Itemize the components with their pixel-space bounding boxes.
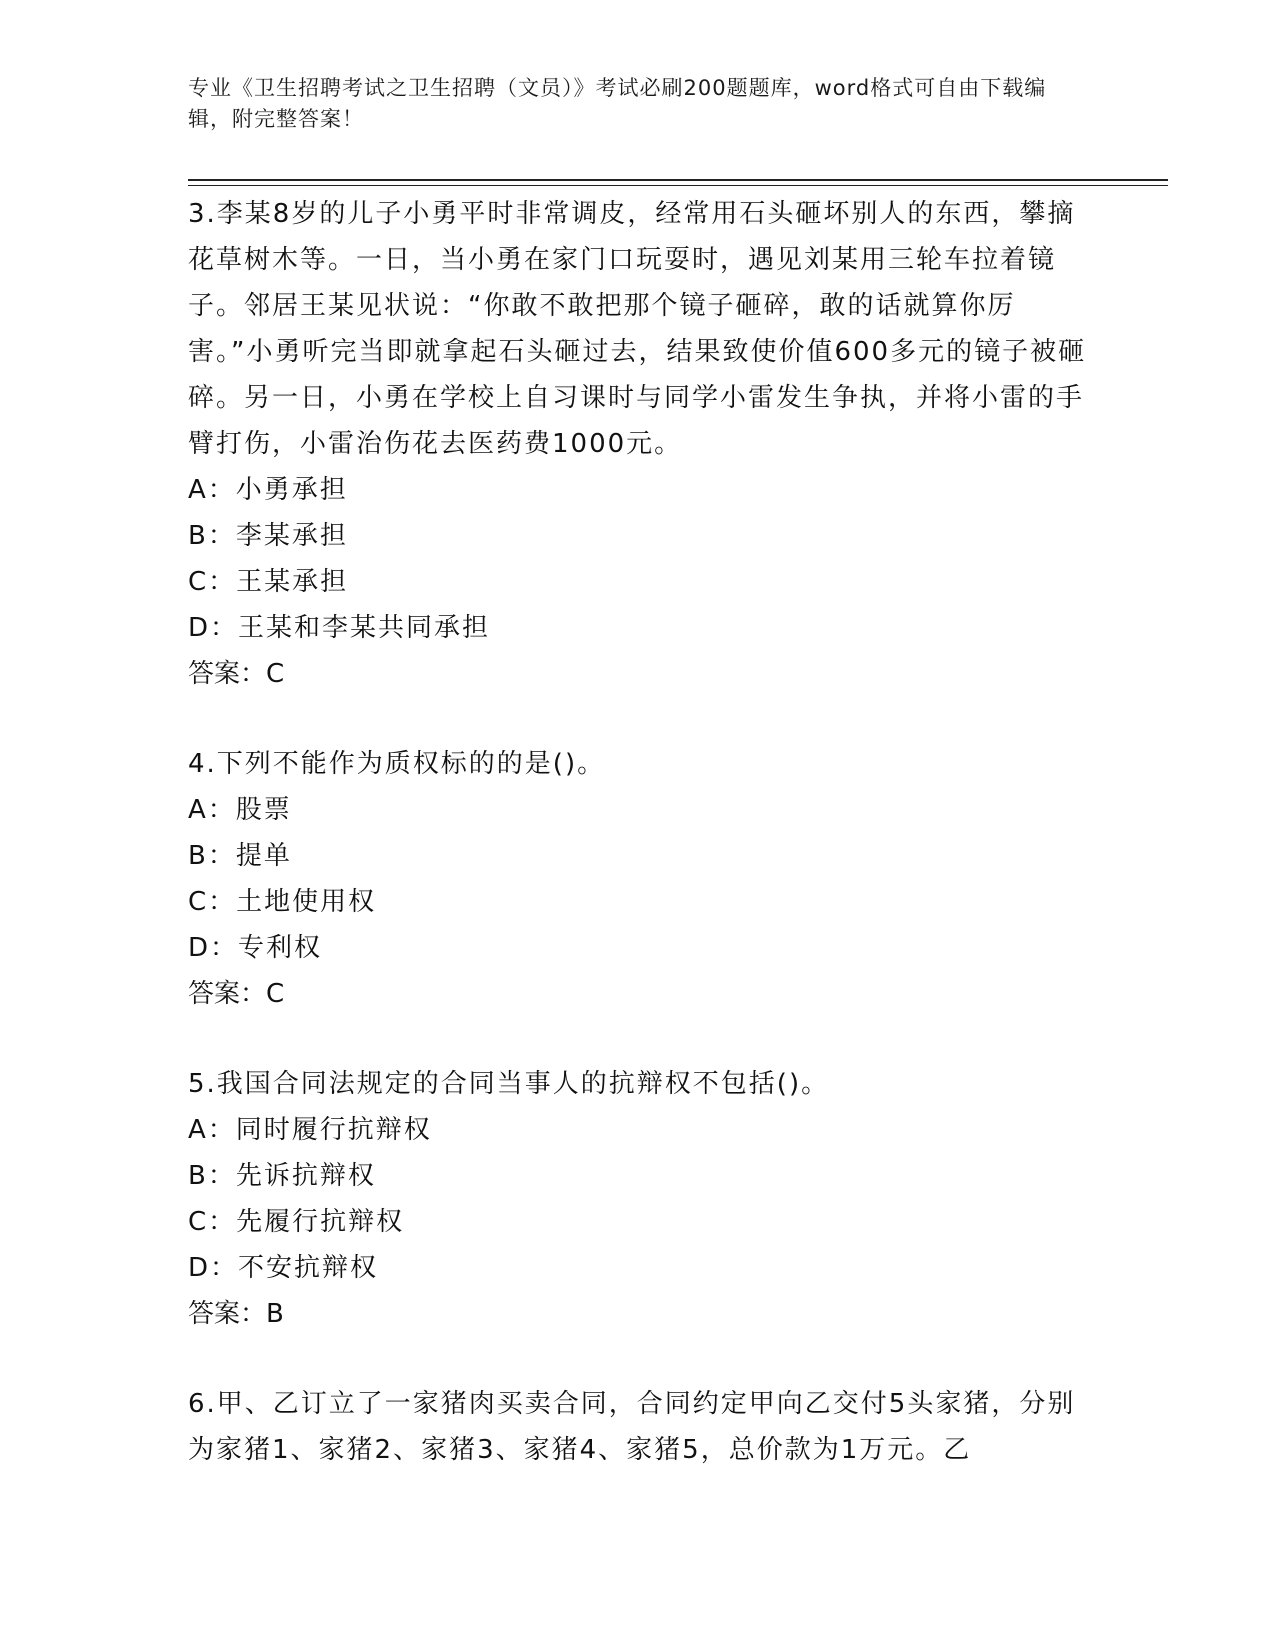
question-6 — [188, 1381, 1088, 1473]
question-stem: 4.下列不能作为质权标的的是()。 — [188, 749, 606, 779]
option-b: B：先诉抗辩权 — [188, 1161, 376, 1191]
answer-value: B — [266, 1299, 284, 1329]
option-b: B：李某承担 — [188, 521, 348, 551]
option-d: D：王某和李某共同承担 — [188, 613, 491, 643]
option-a: A：小勇承担 — [188, 475, 348, 505]
option-c: C：王某承担 — [188, 567, 349, 597]
option-c: C：先履行抗辩权 — [188, 1207, 405, 1237]
question-5 — [188, 1061, 1088, 1337]
option-d: D：专利权 — [188, 933, 323, 963]
option-a: A：股票 — [188, 795, 292, 825]
header-divider — [188, 179, 1168, 186]
question-stem: 3.李某8岁的儿子小勇平时非常调皮，经常用石头砸坏别人的东西，攀摘花草树木等。一日，当小勇在家门口玩耍时，遇见刘某用三轮车拉着镜子。邻居王某见状说：“你敢不敢把那个镜子砸碎，敢的话就算你厉害。”小勇听完当即就拿起石头砸过去，结果致使价值600多元的镜子被砸碎。另一日，小勇在学校上自习课时与同学小雷发生争执，并将小雷的手臂打伤，小雷治伤花去医药费1000元。 — [188, 199, 1087, 459]
answer-line — [188, 651, 1088, 697]
question-stem: 5.我国合同法规定的合同当事人的抗辩权不包括()。 — [188, 1069, 830, 1099]
answer-line — [188, 971, 1088, 1017]
question-4 — [188, 741, 1088, 1017]
question-stem: 6.甲、乙订立了一家猪肉买卖合同，合同约定甲向乙交付5头家猪，分别为家猪1、家猪2、家猪3、家猪4、家猪5，总价款为1万元。乙 — [188, 1389, 1076, 1465]
option-a: A：同时履行抗辩权 — [188, 1115, 432, 1145]
answer-value: C — [266, 979, 285, 1009]
option-b: B：提单 — [188, 841, 292, 871]
option-c: C：土地使用权 — [188, 887, 377, 917]
option-d: D：不安抗辩权 — [188, 1253, 379, 1283]
answer-value: C — [266, 659, 285, 689]
answer-label: 答案： — [188, 659, 267, 689]
answer-label: 答案： — [188, 979, 267, 1009]
question-3 — [188, 191, 1088, 697]
answer-line — [188, 1291, 1088, 1337]
document-header: 专业《卫生招聘考试之卫生招聘（文员）》考试必刷200题题库，word格式可自由下载编辑，附完整答案！ — [188, 76, 1047, 131]
question-list — [188, 191, 1088, 1473]
answer-label: 答案： — [188, 1299, 267, 1329]
